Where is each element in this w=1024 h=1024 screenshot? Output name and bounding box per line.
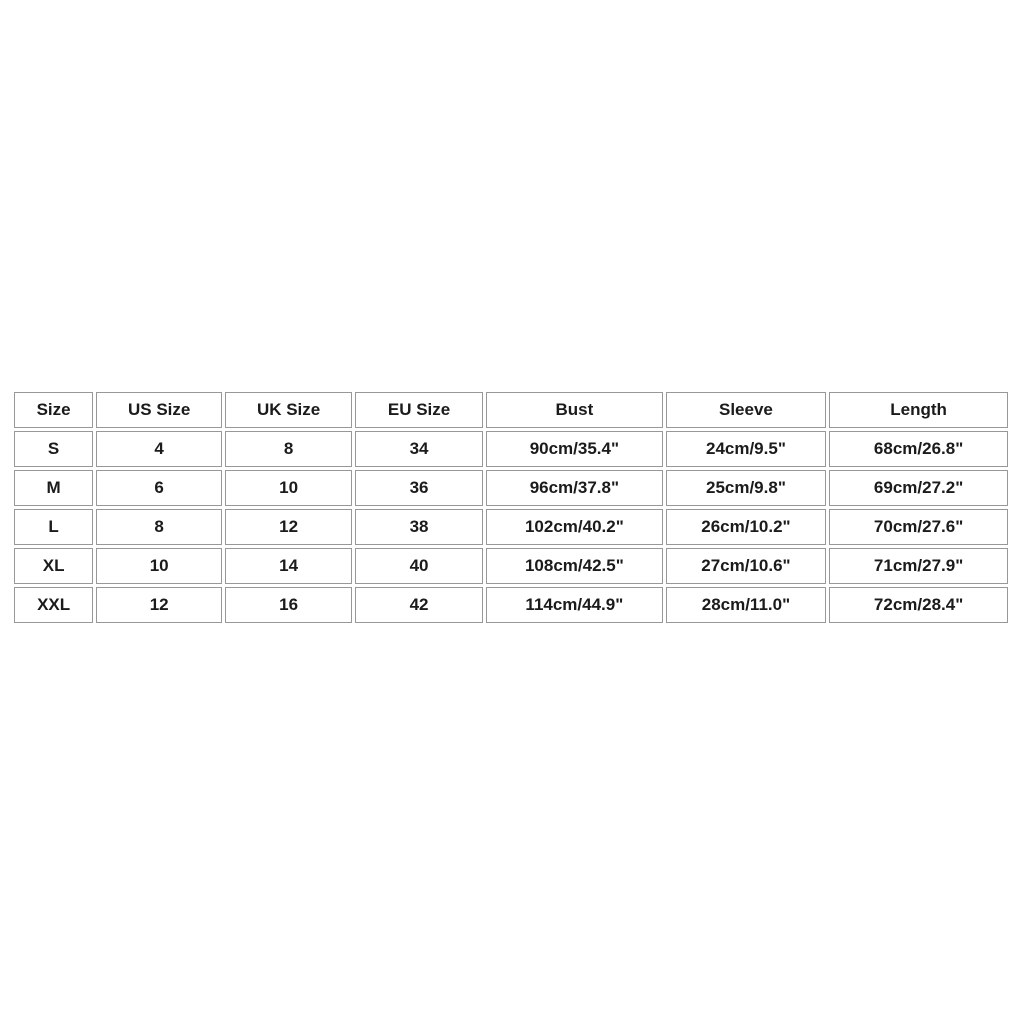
size-label-cell: S xyxy=(14,431,93,467)
table-cell: 36 xyxy=(355,470,483,506)
table-cell: 25cm/9.8" xyxy=(666,470,826,506)
table-cell: 108cm/42.5" xyxy=(486,548,663,584)
column-header-eu: EU Size xyxy=(355,392,483,428)
table-cell: 8 xyxy=(225,431,352,467)
table-cell: 71cm/27.9" xyxy=(829,548,1008,584)
size-label-cell: XXL xyxy=(14,587,93,623)
column-header-length: Length xyxy=(829,392,1008,428)
size-label-cell: M xyxy=(14,470,93,506)
column-header-bust: Bust xyxy=(486,392,663,428)
header-row xyxy=(14,392,1008,428)
table-cell: 16 xyxy=(225,587,352,623)
table-cell: 72cm/28.4" xyxy=(829,587,1008,623)
table-cell: 68cm/26.8" xyxy=(829,431,1008,467)
table-cell: 24cm/9.5" xyxy=(666,431,826,467)
column-header-sleeve: Sleeve xyxy=(666,392,826,428)
size-label-cell: XL xyxy=(14,548,93,584)
table-cell: 34 xyxy=(355,431,483,467)
table-cell: 10 xyxy=(96,548,222,584)
table-cell: 70cm/27.6" xyxy=(829,509,1008,545)
table-cell: 10 xyxy=(225,470,352,506)
size-label-cell: L xyxy=(14,509,93,545)
table-cell: 12 xyxy=(96,587,222,623)
table-row xyxy=(14,470,1008,506)
table-cell: 28cm/11.0" xyxy=(666,587,826,623)
table-cell: 6 xyxy=(96,470,222,506)
table-row xyxy=(14,509,1008,545)
size-chart xyxy=(11,389,1013,626)
column-header-uk: UK Size xyxy=(225,392,352,428)
table-cell: 102cm/40.2" xyxy=(486,509,663,545)
table-cell: 12 xyxy=(225,509,352,545)
table-cell: 69cm/27.2" xyxy=(829,470,1008,506)
column-header-us: US Size xyxy=(96,392,222,428)
table-cell: 38 xyxy=(355,509,483,545)
table-cell: 14 xyxy=(225,548,352,584)
table-cell: 42 xyxy=(355,587,483,623)
table-cell: 90cm/35.4" xyxy=(486,431,663,467)
table-row xyxy=(14,431,1008,467)
table-cell: 40 xyxy=(355,548,483,584)
table-row xyxy=(14,548,1008,584)
table-cell: 114cm/44.9" xyxy=(486,587,663,623)
table-row xyxy=(14,587,1008,623)
table-cell: 96cm/37.8" xyxy=(486,470,663,506)
column-header-size: Size xyxy=(14,392,93,428)
table-cell: 27cm/10.6" xyxy=(666,548,826,584)
table-cell: 8 xyxy=(96,509,222,545)
table-cell: 4 xyxy=(96,431,222,467)
size-chart-table xyxy=(11,389,1011,626)
table-cell: 26cm/10.2" xyxy=(666,509,826,545)
